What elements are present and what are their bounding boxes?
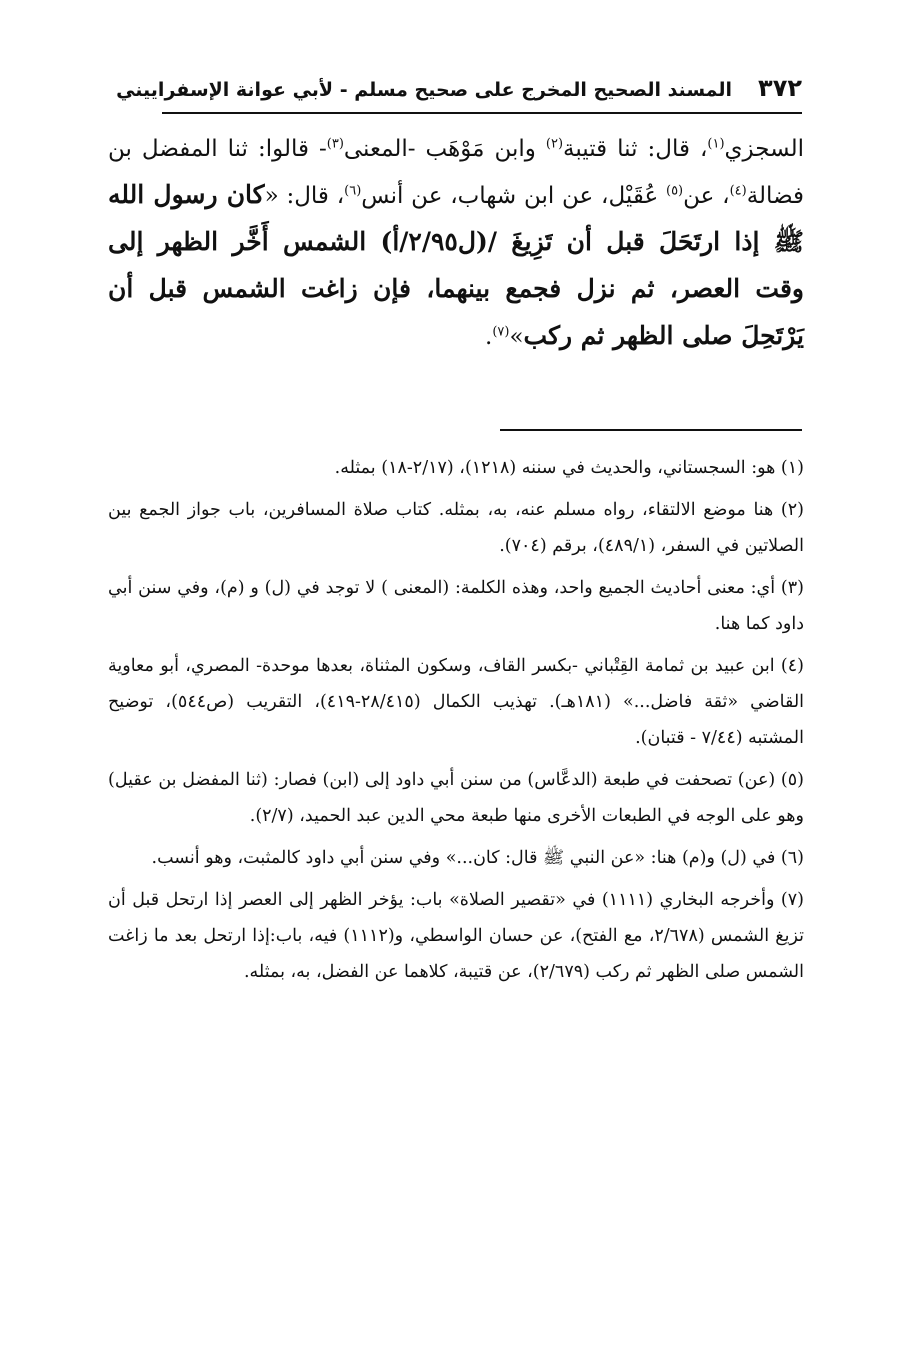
footnote-separator <box>500 429 802 431</box>
hadith-matn: كان رسول الله ﷺ إذا ارتَحَلَ قبل أن تَزِيغَ /(ل٢/٩٥/أ) الشمس أَخَّر الظهر إلى وقت العصر، ثم نزل فجمع بينهما، فإن زاغت الشمس قبل أن يَرْتَحِلَ صلى الظهر ثم ركب <box>108 180 804 350</box>
footnote-ref: (٤) <box>729 183 747 199</box>
text-segment: . <box>485 324 493 350</box>
footnote: (١) هو: السجستاني، والحديث في سننه (١٢١٨)، (٢/١٧-١٨) بمثله. <box>334 458 804 478</box>
footnote: (٧) وأخرجه البخاري (١١١١) في «تقصير الصلاة» باب: يؤخر الظهر إلى العصر إذا ارتحل قبل أن تزيغ الشمس (٢/٦٧٨، مع الفتح)، عن حسان الواسطي، و(١١١٢) فيه، باب:إذا ارتحل بعد ما زاغت الشمس صلى الظهر ثم ركب (٢/٦٧٩)، عن قتيبة، كلاهما عن الفضل، به، بمثله. <box>108 890 804 982</box>
footnote-ref: (٥) <box>665 183 684 199</box>
text-segment: السجزي <box>724 136 804 162</box>
header-rule <box>162 112 802 114</box>
running-title: المسند الصحيح المخرج على صحيح مسلم - لأبي عوانة الإسفراييني <box>116 79 733 101</box>
footnote: (٦) في (ل) و(م) هنا: «عن النبي ﷺ قال: كان...» وفي سنن أبي داود كالمثبت، وهو أنسب. <box>151 848 804 868</box>
text-segment: - قالوا: ثنا المفضل بن فضالة <box>108 136 805 209</box>
footnote-ref: (٧) <box>492 324 510 340</box>
text-segment: ، قال: ثنا قتيبة <box>563 136 708 162</box>
footnote-ref: (٣) <box>326 136 344 152</box>
footnote-ref: (٦) <box>344 183 362 199</box>
text-segment: ، عن <box>683 183 730 209</box>
footnote: (٤) ابن عبيد بن ثمامة القِتْباني -بكسر القاف، وسكون المثناة، بعدها موحدة- المصري، أبو معاوية القاضي «ثقة فاضل...» (١٨١هـ). تهذيب الكمال (٢٨/٤١٥-٤١٩)، التقريب (ص٥٤٤)، توضيح المشتبه (٧/٤٤ - قتبان). <box>108 656 805 748</box>
page-number: ٣٧٢ <box>758 74 802 102</box>
text-segment: » <box>509 324 524 350</box>
footnotes <box>108 450 804 996</box>
text-segment: عُقَيْل، عن ابن شهاب، عن أنس <box>361 183 666 209</box>
text-segment: ، قال: « <box>264 183 345 209</box>
footnote: (٢) هنا موضع الالتقاء، رواه مسلم عنه، به، بمثله. كتاب صلاة المسافرين، باب جواز الجمع بين الصلاتين في السفر، (٤٨٩/١)، برقم (٧٠٤). <box>108 500 804 556</box>
footnote: (٥) (عن) تصحفت في طبعة (الدعَّاس) من سنن أبي داود إلى (ابن) فصار: (ثنا المفضل بن عقيل) وهو على الوجه في الطبعات الأخرى منها طبعة محي الدين عبد الحميد، (٢/٧). <box>108 770 804 826</box>
page-header <box>116 74 802 114</box>
footnote-ref: (٢) <box>545 136 564 152</box>
hadith-text <box>108 126 804 360</box>
footnote-ref: (١) <box>707 136 725 152</box>
footnote: (٣) أي: معنى أحاديث الجميع واحد، وهذه الكلمة: (المعنى ) لا توجد في (ل) و (م)، وفي سنن أبي داود كما هنا. <box>108 578 804 634</box>
text-segment: وابن مَوْهَب -المعنى <box>343 136 546 162</box>
